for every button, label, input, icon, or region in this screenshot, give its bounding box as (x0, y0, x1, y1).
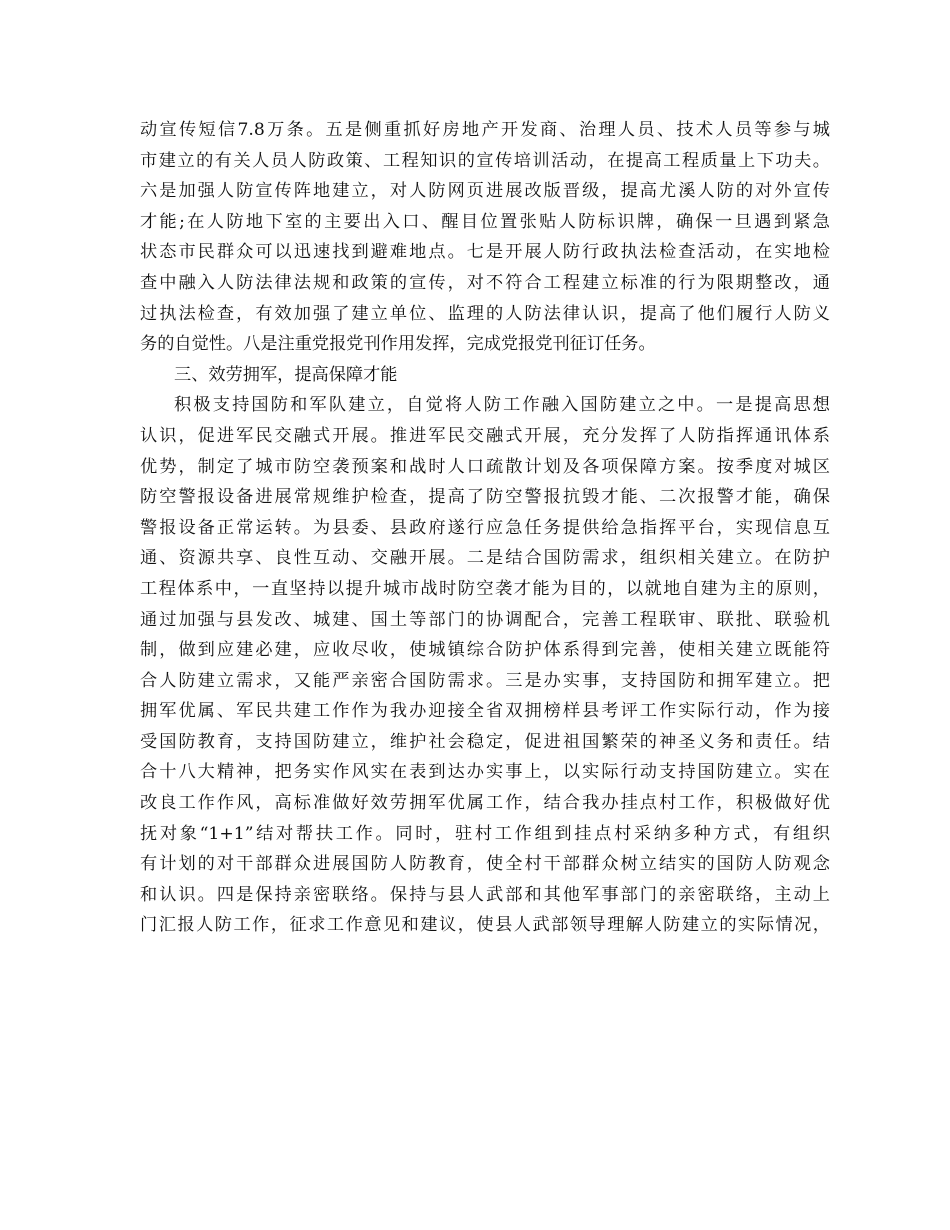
text-line: 门汇报人防工作，征求工作意见和建议，使县人武部领导理解人防建立的实际情况， (140, 915, 830, 936)
text-line: 动宣传短信7.8万条。五是侧重抓好房地产开发商、治理人员、技术人员等参与城 (140, 120, 830, 140)
text-line: 状态市民群众可以迅速找到避难地点。七是开展人防行政执法检查活动，在实地检 (140, 242, 830, 263)
text-line: 市建立的有关人员人防政策、工程知识的宣传培训活动，在提高工程质量上下功夫。 (140, 150, 830, 171)
text-line: 六是加强人防宣传阵地建立，对人防网页进展改版晋级，提高尤溪人防的对外宣传 (140, 181, 830, 202)
text-line: 通过加强与县发改、城建、国土等部门的协调配合，完善工程联审、联批、联验机 (140, 609, 830, 630)
text-line: 拥军优属、军民共建工作作为我办迎接全省双拥榜样县考评工作实际行动，作为接 (140, 701, 830, 722)
text-line: 优势，制定了城市防空袭预案和战时人口疏散计划及各项保障方案。按季度对城区 (140, 456, 830, 477)
text-line: 合人防建立需求，又能严亲密合国防需求。三是办实事，支持国防和拥军建立。把 (140, 670, 830, 691)
text-line: 过执法检查，有效加强了建立单位、监理的人防法律认识，提高了他们履行人防义 (140, 303, 830, 324)
text-line: 改良工作作风，高标准做好效劳拥军优属工作，结合我办挂点村工作，积极做好优 (140, 793, 830, 814)
text-line: 防空警报设备进展常规维护检查，提高了防空警报抗毁才能、二次报警才能，确保 (140, 487, 830, 508)
text-line: 警报设备正常运转。为县委、县政府遂行应急任务提供给急指挥平台，实现信息互 (140, 517, 830, 538)
text-line: 抚对象“1+1”结对帮扶工作。同时，驻村工作组到挂点村采纳多种方式，有组织 (140, 823, 830, 844)
text-line: 认识，促进军民交融式开展。推进军民交融式开展，充分发挥了人防指挥通讯体系 (140, 425, 830, 446)
body-text (140, 115, 830, 941)
text-line: 工程体系中，一直坚持以提升城市战时防空袭才能为目的，以就地自建为主的原则， (140, 578, 830, 599)
section-heading: 三、效劳拥军，提高保障才能 (174, 364, 398, 385)
text-line: 合十八大精神，把务实作风实在表到达办实事上，以实际行动支持国防建立。实在 (140, 762, 830, 783)
text-line: 受国防教育，支持国防建立，维护社会稳定，促进祖国繁荣的神圣义务和责任。结 (140, 731, 830, 752)
text-line: 积极支持国防和军队建立，自觉将人防工作融入国防建立之中。一是提高思想 (174, 395, 830, 416)
text-line: 和认识。四是保持亲密联络。保持与县人武部和其他军事部门的亲密联络，主动上 (140, 884, 830, 905)
text-line: 务的自觉性。八是注重党报党刊作用发挥，完成党报党刊征订任务。 (140, 334, 656, 355)
text-line: 通、资源共享、良性互动、交融开展。二是结合国防需求，组织相关建立。在防护 (140, 548, 830, 569)
text-line: 查中融入人防法律法规和政策的宣传，对不符合工程建立标准的行为限期整改，通 (140, 272, 830, 293)
text-line: 制，做到应建必建，应收尽收，使城镇综合防护体系得到完善，使相关建立既能符 (140, 640, 830, 661)
text-line: 有计划的对干部群众进展国防人防教育，使全村干部群众树立结实的国防人防观念 (140, 854, 830, 875)
text-line: 才能;在人防地下室的主要出入口、醒目位置张贴人防标识牌，确保一旦遇到紧急 (140, 211, 830, 232)
